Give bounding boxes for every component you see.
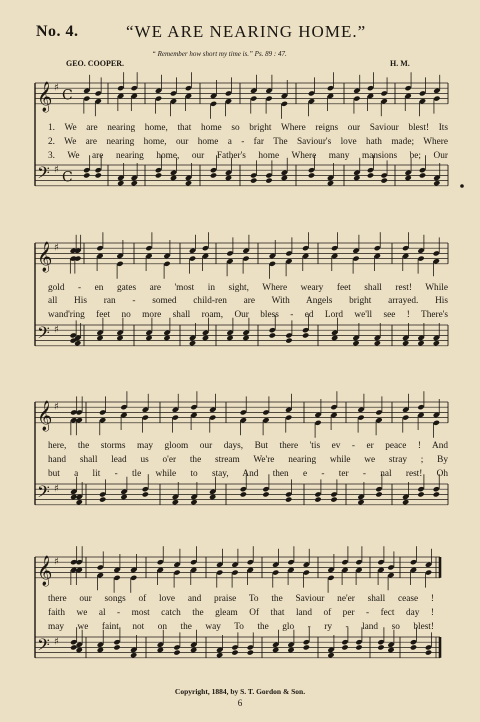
lyric-line: all His ran - somed child-ren are With Angels bright arrayed. His — [48, 296, 448, 306]
notehead — [374, 340, 381, 346]
notehead — [116, 335, 123, 341]
lyric-line: gold - en gates are 'most in sight, Where weary feet shall rest! While — [48, 283, 448, 293]
lyric-line: 1. We are nearing home, that home so bright Where reigns our Saviour blest! Its — [48, 123, 448, 133]
notehead — [202, 335, 209, 341]
notehead — [417, 340, 424, 346]
notehead — [170, 175, 177, 181]
notehead — [99, 496, 106, 502]
sharp-icon: ♯ — [54, 82, 59, 94]
notehead — [402, 340, 409, 346]
time-signature-icon: C — [62, 87, 73, 104]
notehead — [97, 647, 104, 653]
lyric-line: here, the storms may gloom our days, But there 'tis ev - er peace ! And — [48, 441, 448, 451]
notehead — [269, 332, 276, 338]
hymn-title: “WE ARE NEARING HOME.” — [126, 22, 367, 41]
lyric-line: may we faint not on the way To the glo - ry - land so blest! — [48, 622, 434, 632]
notehead — [303, 644, 310, 650]
notehead — [250, 177, 257, 183]
notehead — [76, 647, 83, 653]
notehead — [96, 335, 103, 341]
notehead — [95, 172, 102, 178]
notehead — [163, 335, 170, 341]
notehead — [285, 337, 292, 343]
notehead — [308, 172, 315, 178]
notehead — [216, 652, 223, 658]
meter-label: H. M. — [390, 59, 410, 68]
lyric-line: faith we al - most catch the gleam Of that land of per - fect day ! — [48, 608, 434, 618]
lyric-line: 2. We are nearing home, our home a - far The Saviour's love hath made; Where — [48, 137, 448, 147]
notehead — [433, 491, 440, 497]
lyric-line: wand'ring feet no more shall roam, Our bless - ed Lord we'll see ! There's — [48, 310, 448, 320]
notehead — [353, 175, 360, 181]
notehead — [402, 499, 409, 505]
notehead — [341, 644, 348, 650]
notehead — [302, 332, 309, 338]
notehead — [425, 649, 432, 655]
notehead — [76, 499, 83, 505]
bass-clef-icon: 𝄢 — [37, 162, 50, 187]
notehead — [172, 499, 179, 505]
notehead — [240, 491, 247, 497]
notehead — [387, 647, 394, 653]
notehead — [331, 335, 338, 341]
notehead — [226, 335, 233, 341]
sharp-icon: ♯ — [54, 324, 59, 336]
bass-clef-icon: 𝄢 — [37, 481, 50, 506]
bass-clef-icon: 𝄢 — [37, 634, 50, 659]
sharp-icon: ♯ — [54, 401, 59, 413]
notehead — [190, 499, 197, 505]
sharp-icon: ♯ — [54, 556, 59, 568]
composer-credit: GEO. COOPER. — [66, 59, 125, 68]
notehead — [327, 652, 334, 658]
notehead — [357, 499, 364, 505]
treble-clef-icon: 𝄞 — [37, 81, 53, 112]
notehead — [327, 180, 334, 186]
notehead — [375, 491, 382, 497]
time-signature-icon: C — [62, 169, 73, 186]
notehead — [225, 175, 232, 181]
notehead — [262, 491, 269, 497]
sharp-icon: ♯ — [54, 242, 59, 254]
notehead — [117, 180, 124, 186]
notehead — [142, 491, 149, 497]
notehead — [209, 494, 216, 500]
notehead — [247, 649, 254, 655]
notehead — [272, 647, 279, 653]
notehead — [155, 172, 162, 178]
notehead — [355, 644, 362, 650]
treble-clef-icon: 𝄞 — [37, 400, 53, 431]
notehead — [433, 340, 440, 346]
notehead — [281, 175, 288, 181]
treble-clef-icon: 𝄞 — [37, 241, 53, 272]
notehead — [120, 494, 127, 500]
hymn-number: No. 4. — [36, 23, 79, 40]
notehead — [287, 647, 294, 653]
scripture-epigraph: “ Remember how short my time is.” Ps. 89 : 47. — [152, 50, 287, 58]
notehead — [157, 647, 164, 653]
notehead — [433, 180, 440, 186]
notehead — [377, 644, 384, 650]
notehead — [231, 649, 238, 655]
lyric-line: but a lit - tle while to stay, And then e - ter - nal rest! Oh — [48, 469, 448, 479]
notehead — [314, 496, 321, 502]
notehead — [381, 177, 388, 183]
page-number: 6 — [237, 698, 243, 708]
lyric-line: there our songs of love and praise To the Saviour ne'er shall cease ! — [48, 594, 434, 604]
lyric-line: hand shall lead us o'er the stream We're nearing while we stray ; By — [48, 455, 448, 465]
notehead — [83, 172, 90, 178]
page-dot — [460, 184, 464, 188]
sharp-icon: ♯ — [54, 483, 59, 495]
notehead — [265, 177, 272, 183]
notehead — [410, 644, 417, 650]
notehead — [113, 644, 120, 650]
notehead — [189, 340, 196, 346]
lyric-line: 3. We are nearing home, our Father's home Where many mansions be; Our — [48, 151, 448, 161]
notehead — [330, 496, 337, 502]
notehead — [130, 652, 137, 658]
notehead — [190, 647, 197, 653]
notehead — [417, 491, 424, 497]
notehead — [173, 649, 180, 655]
sharp-icon: ♯ — [54, 164, 59, 176]
notehead — [131, 180, 138, 186]
sharp-icon: ♯ — [54, 636, 59, 648]
notehead — [242, 335, 249, 341]
notehead — [145, 335, 152, 341]
notehead — [185, 180, 192, 186]
notehead — [352, 340, 359, 346]
notehead — [210, 172, 217, 178]
notehead — [285, 496, 292, 502]
notehead — [367, 172, 374, 178]
notehead — [405, 175, 412, 181]
copyright-notice: Copyright, 1884, by S. T. Gordon & Son. — [174, 687, 306, 696]
treble-clef-icon: 𝄞 — [37, 555, 53, 586]
bass-clef-icon: 𝄢 — [37, 322, 50, 347]
notehead — [419, 172, 426, 178]
